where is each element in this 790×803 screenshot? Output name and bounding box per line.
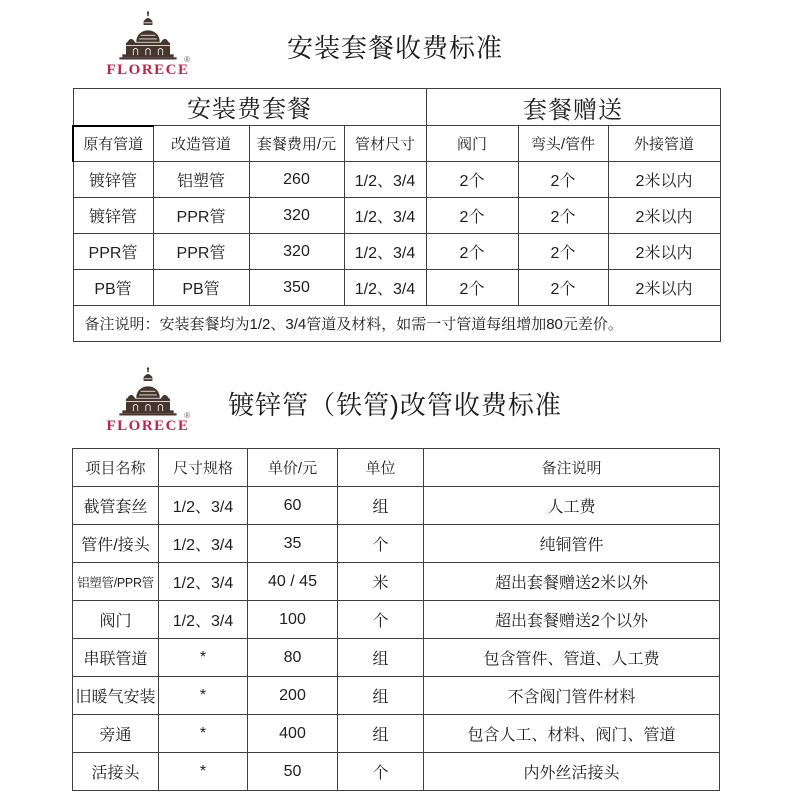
column-header: 项目名称 [73,449,159,487]
cell: 1/2、3/4 [159,487,248,525]
table-row [73,715,720,753]
column-header: 原有管道 [73,126,153,162]
cell: 2米以内 [608,198,720,234]
table-row [73,162,720,198]
cell: 60 [248,487,338,525]
column-header: 备注说明 [424,449,720,487]
cell: 2个 [518,270,608,306]
cell: 2米以内 [608,162,720,198]
cell: 2个 [426,162,518,198]
cell: 1/2、3/4 [159,601,248,639]
cell: PB管 [153,270,249,306]
cell: 40 / 45 [248,563,338,601]
table-row [73,639,720,677]
registered-trademark-mark: ® [184,411,190,420]
cell: 1/2、3/4 [159,525,248,563]
cell: 320 [249,234,344,270]
cell: 包含管件、管道、人工费 [424,639,720,677]
cell: 200 [248,677,338,715]
cell: 2个 [518,234,608,270]
cell: 2个 [426,198,518,234]
cell: * [159,639,248,677]
cell: 260 [249,162,344,198]
cell: 个 [338,601,424,639]
cell: 内外丝活接头 [424,753,720,791]
group-header-package: 安装费套餐 [73,89,426,126]
registered-trademark-mark: ® [184,55,190,64]
cell: 1/2、3/4 [344,234,426,270]
table-row [73,89,720,126]
cell: 1/2、3/4 [344,162,426,198]
cell: 个 [338,525,424,563]
table-row [73,449,720,487]
cell: 2个 [518,198,608,234]
cell: 组 [338,639,424,677]
cell: 组 [338,487,424,525]
column-header: 单价/元 [248,449,338,487]
cell: 米 [338,563,424,601]
cell: 80 [248,639,338,677]
cell: PB管 [73,270,153,306]
cell: 350 [249,270,344,306]
column-header: 改造管道 [153,126,249,162]
cell: 旧暖气安装 [73,677,159,715]
section1-title: 安装套餐收费标准 [286,33,503,63]
cell: 串联管道 [73,639,159,677]
table-row [73,525,720,563]
cell: 镀锌管 [73,162,153,198]
table-row [73,126,720,162]
column-header: 套餐费用/元 [249,126,344,162]
cell: 不含阀门管件材料 [424,677,720,715]
cell: 纯铜管件 [424,525,720,563]
cell: 超出套餐赠送2个以外 [424,601,720,639]
cell: 组 [338,677,424,715]
cell: 阀门 [73,601,159,639]
table-row [73,234,720,270]
cell: * [159,677,248,715]
table-note: 备注说明：安装套餐均为1/2、3/4管道及材料，如需一寸管道每组增加80元差价。 [73,306,720,342]
cell: 1/2、3/4 [159,563,248,601]
column-header: 单位 [338,449,424,487]
table-row [73,487,720,525]
cell: * [159,753,248,791]
cell: 截管套丝 [73,487,159,525]
cell: PPR管 [153,234,249,270]
column-header: 阀门 [426,126,518,162]
cell: 旁通 [73,715,159,753]
section2-title: 镀锌管（铁管)改管收费标准 [228,390,562,420]
cell: 铝塑管/PPR管 [73,563,159,601]
cell: 1/2、3/4 [344,198,426,234]
cell: 2个 [518,162,608,198]
table-row [73,601,720,639]
cell: 包含人工、材料、阀门、管道 [424,715,720,753]
column-header: 外接管道 [608,126,720,162]
cell: 50 [248,753,338,791]
column-header: 管材尺寸 [344,126,426,162]
table-row [73,677,720,715]
galvanized-pipe-fee-table [72,448,720,791]
cell: 2个 [426,270,518,306]
cell: PPR管 [73,234,153,270]
column-header: 尺寸规格 [159,449,248,487]
cell: 镀锌管 [73,198,153,234]
brand-name: FLORECE [106,62,190,78]
cell: 2个 [426,234,518,270]
cell: 组 [338,715,424,753]
cell: 管件/接头 [73,525,159,563]
column-header: 弯头/管件 [518,126,608,162]
table-row [73,306,720,342]
installation-package-table [72,88,721,342]
cell: * [159,715,248,753]
table-row [73,270,720,306]
brand-name: FLORECE [106,418,190,434]
cell: 35 [248,525,338,563]
cell: 超出套餐赠送2米以外 [424,563,720,601]
cell: 铝塑管 [153,162,249,198]
cell: 320 [249,198,344,234]
table-row [73,563,720,601]
cell: 个 [338,753,424,791]
cell: 2米以内 [608,234,720,270]
cell: 400 [248,715,338,753]
table-row [73,198,720,234]
cell: 2米以内 [608,270,720,306]
cell: PPR管 [153,198,249,234]
cell: 活接头 [73,753,159,791]
table-row [73,753,720,791]
cell: 人工费 [424,487,720,525]
cell: 1/2、3/4 [344,270,426,306]
cell: 100 [248,601,338,639]
group-header-gifts: 套餐赠送 [426,89,720,126]
